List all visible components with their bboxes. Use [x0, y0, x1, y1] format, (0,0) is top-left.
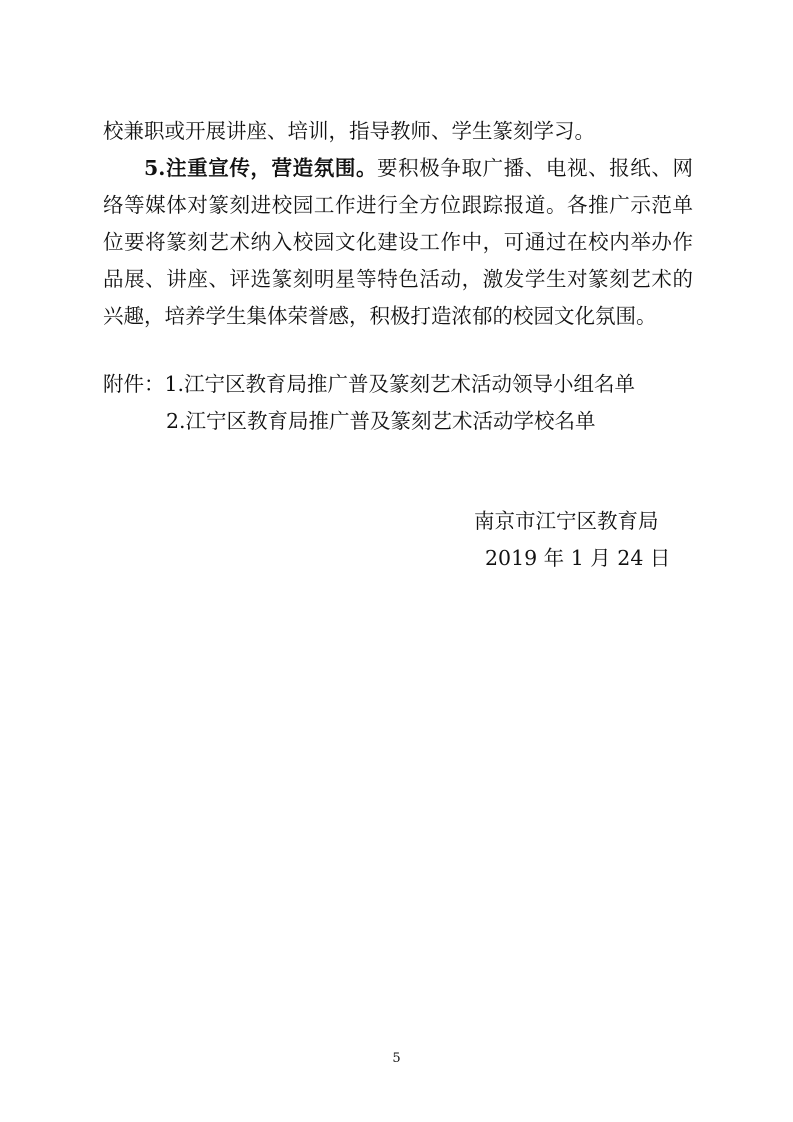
- body-line-3: 络等媒体对篆刻进校园工作进行全方位跟踪报道。各推广示范单: [103, 193, 693, 217]
- body-line-6: 兴趣，培养学生集体荣誉感，积极打造浓郁的校园文化氛围。: [103, 304, 657, 328]
- body-line-4: 位要将篆刻艺术纳入校园文化建设工作中，可通过在校内举办作: [103, 230, 693, 254]
- item-5-heading: 5.注重宣传，营造氛围。: [144, 156, 378, 180]
- body-line-1: 校兼职或开展讲座、培训，指导教师、学生篆刻学习。: [103, 119, 595, 143]
- page-number: 5: [392, 1051, 401, 1066]
- item-5-text: 要积极争取广播、电视、报纸、网: [377, 156, 693, 180]
- attachment-1-text: 1.江宁区教育局推广普及篆刻艺术活动领导小组名单: [164, 372, 636, 396]
- signature-org: 南京市江宁区教育局: [474, 509, 659, 533]
- attachment-1: [103, 369, 635, 399]
- body-line-5: 品展、讲座、评选篆刻明星等特色活动，激发学生对篆刻艺术的: [103, 267, 693, 291]
- attachment-2: 2.江宁区教育局推广普及篆刻艺术活动学校名单: [166, 409, 596, 433]
- item-5-line: [144, 153, 693, 183]
- signature-date: 2019 年 1 月 24 日: [485, 546, 671, 570]
- attachment-label: 附件：: [103, 372, 165, 396]
